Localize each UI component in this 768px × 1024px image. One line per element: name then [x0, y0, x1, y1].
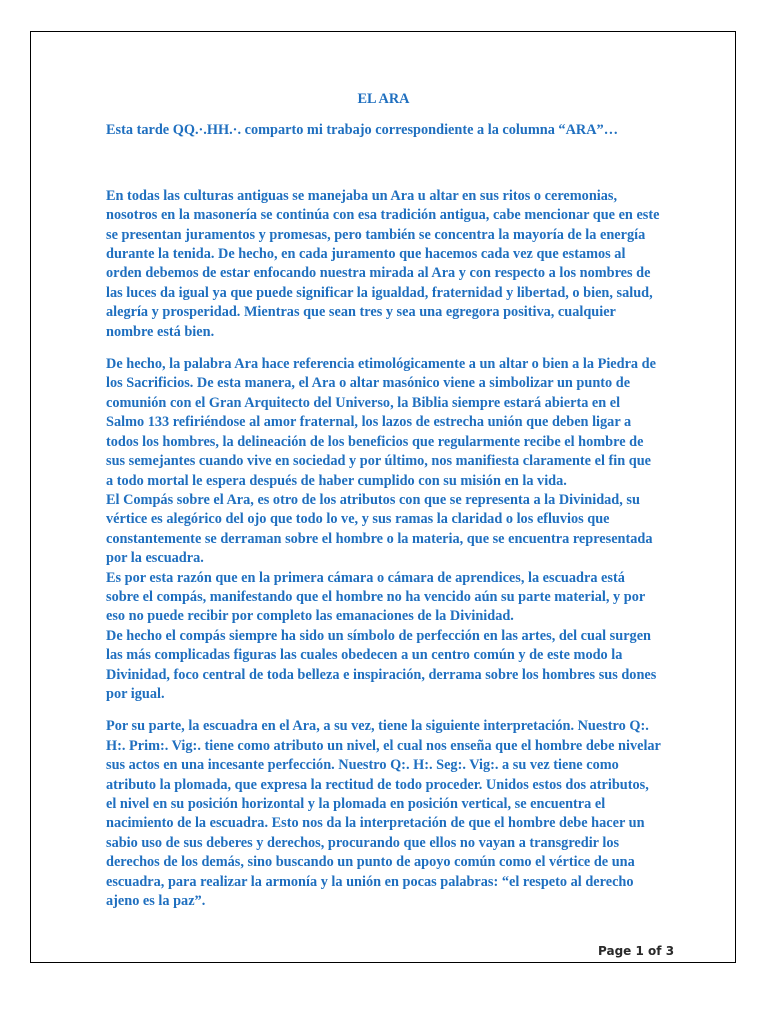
- document-body: [106, 90, 661, 911]
- total-pages: 3: [665, 944, 675, 958]
- intro-line: Esta tarde QQ.·.HH.·. comparto mi trabajo correspondiente a la columna “ARA”…: [106, 122, 619, 139]
- paragraph-culturas: En todas las culturas antiguas se manejaba un Ara u altar en sus ritos o ceremonias, nosotros en la masonería se continúa con esa tradición antigua, cabe mencionar que en este se presentan juramentos y promesas, pero también se concentra la mayoría de la energía durante la tenida. De hecho, en cada juramento que hacemos cada vez que estamos al orden debemos de estar enfocando nuestra mirada al Ara y con respecto a los nombres de las luces da igual ya que puede significar la igualdad, fraternidad y libertad, o bien, salud, alegría y prosperidad. Mientras que sean tres y sea una egregora positiva, cualquier nombre está bien.: [106, 187, 660, 340]
- paragraph-compas: El Compás sobre el Ara, es otro de los atributos con que se representa a la Divinidad, su vértice es alegórico del ojo que todo lo ve, y sus ramas la claridad o los efluvios que constantemente se derraman sobre el hombre o la materia, que se encuentra representada por la escuadra.: [106, 491, 653, 567]
- paragraph-primera-camara: Es por esta razón que en la primera cámara o cámara de aprendices, la escuadra está sobre el compás, manifestando que el hombre no ha vencido aún su parte material, y por eso no puede recibir por completo las emanaciones de la Divinidad.: [106, 569, 645, 625]
- page-number-footer: [598, 944, 674, 958]
- page-word: Page: [598, 944, 632, 958]
- document-title: EL ARA: [357, 91, 410, 107]
- paragraph-etimologia: De hecho, la palabra Ara hace referencia etimológicamente a un altar o bien a la Piedra de los Sacrificios. De esta manera, el Ara o altar masónico viene a simbolizar un punto de comunión con el Gran Arquitecto del Universo, la Biblia siempre estará abierta en el Salmo 133 refiriéndose al amor fraternal, los lazos de estrecha unión que deben ligar a todos los hombres, la delineación de los beneficios que regularmente recibe el hombre de sus semejantes cuando vive en sociedad y por último, nos manifiesta claramente el fin que a todo mortal le espera después de haber cumplido con su misión en la vida.: [106, 356, 656, 489]
- current-page: 1: [635, 944, 644, 958]
- paragraph-escuadra: Por su parte, la escuadra en el Ara, a su vez, tiene la siguiente interpretación. Nuestro Q:. H:. Prim:. Vig:. tiene como atributo un nivel, el cual nos enseña que el hombre debe nivelar sus actos en una incesante perfección. Nuestro Q:. H:. Seg:. Vig:. a su vez tiene como atributo la plomada, que expresa la rectitud de todo proceder. Unidos estos dos atributos, el nivel en su posición horizontal y la plomada en posición vertical, se encuentra el nacimiento de la escuadra. Esto nos da la interpretación de que el hombre debe hacer un sabio uso de sus deberes y derechos, procurando que ellos no vayan a transgredir los derechos de los demás, sino buscando un punto de apoyo común como el vértice de una escuadra, para realizar la armonía y la unión en pocas palabras: “el respeto al derecho ajeno es la paz”.: [106, 718, 661, 910]
- paragraph-perfeccion: De hecho el compás siempre ha sido un símbolo de perfección en las artes, del cual surgen las más complicadas figuras las cuales obedecen a un centro común y de este modo la Divinidad, foco central de toda belleza e inspiración, derrama sobre los hombres sus dones por igual.: [106, 627, 657, 702]
- of-word: of: [648, 944, 662, 958]
